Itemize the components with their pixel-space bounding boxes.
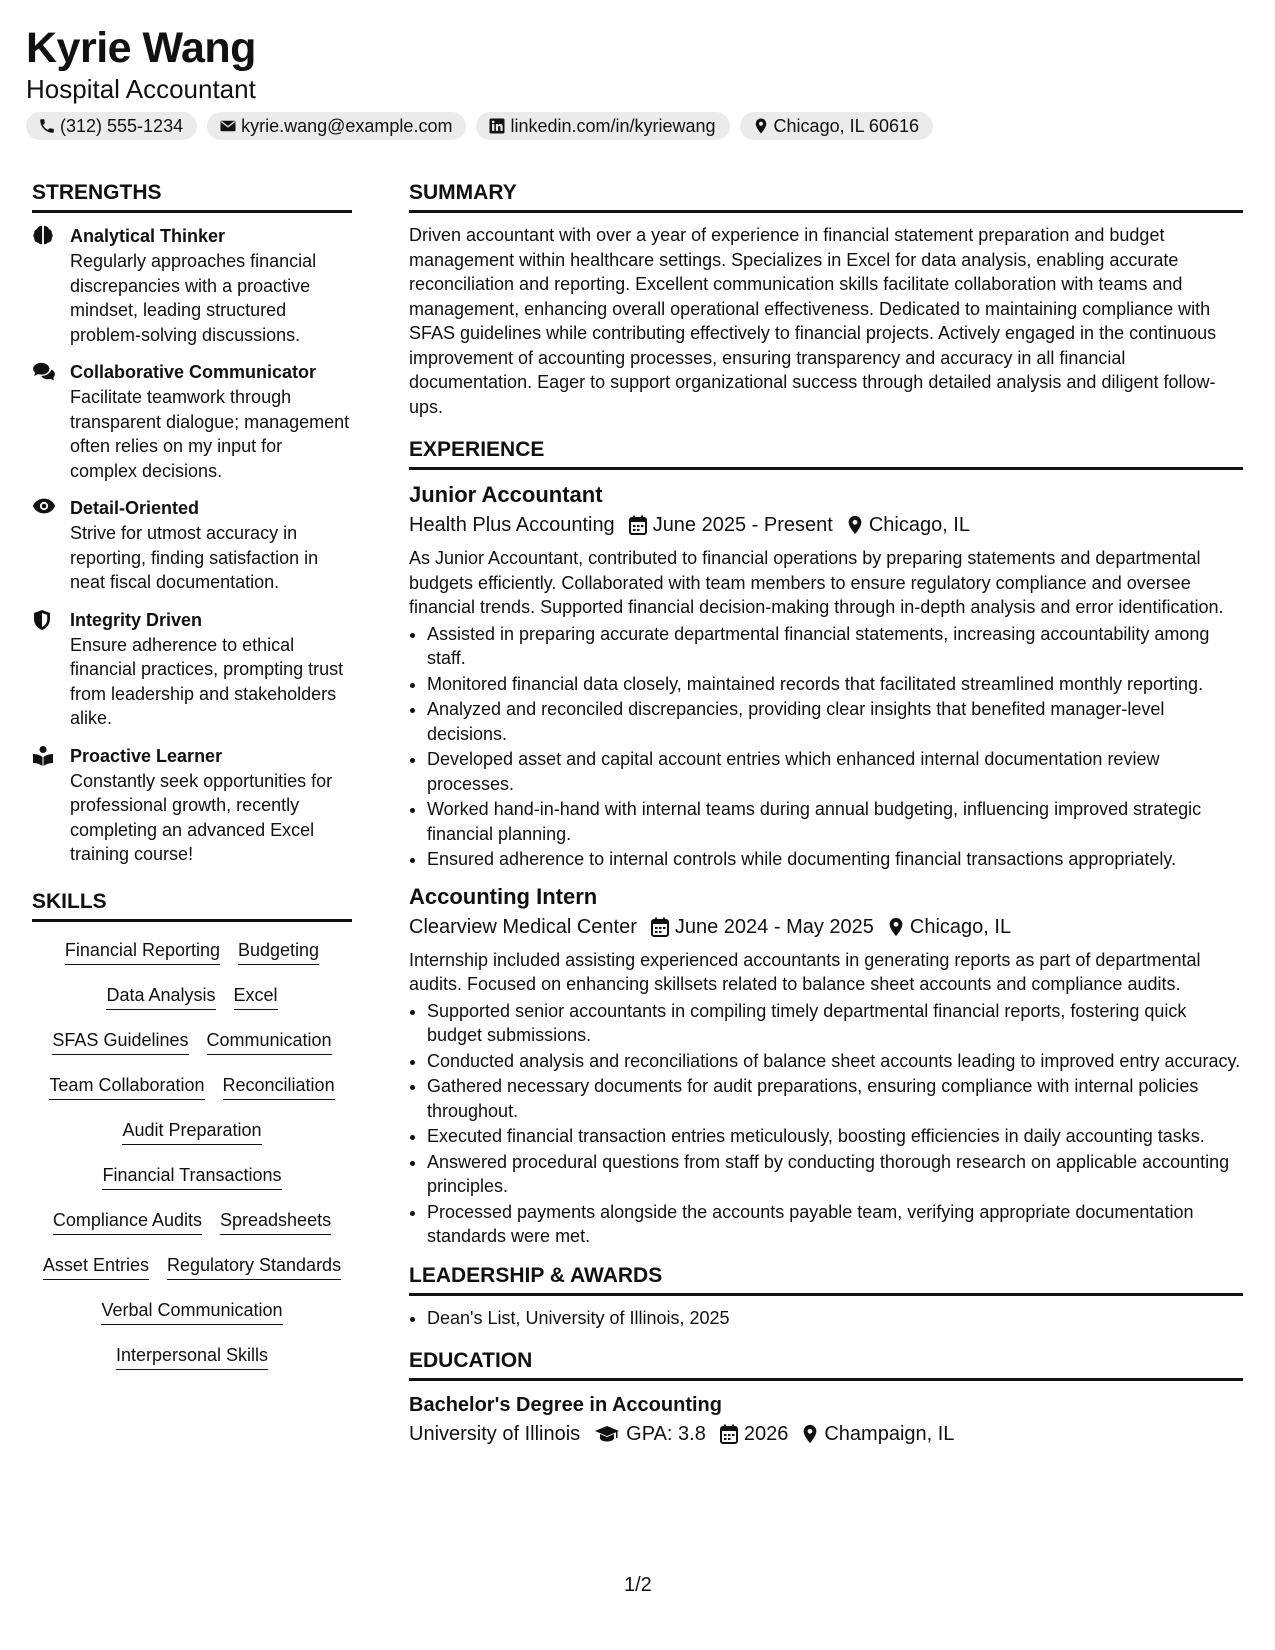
shield-icon xyxy=(32,609,52,631)
list-item: • Monitored financial data closely, maintained records that facilitated streamlined monthly reporting. xyxy=(427,672,1243,697)
job-meta xyxy=(409,510,1243,540)
job-dates: June 2024 - May 2025 xyxy=(674,915,874,938)
map-pin-icon xyxy=(802,1424,818,1444)
contact-bar xyxy=(26,112,1246,140)
strength-description: Constantly seek opportunities for professional growth, recently completing an advanced Excel training course! xyxy=(70,770,333,864)
phone-icon xyxy=(38,117,56,135)
strength-description: Facilitate teamwork through transparent dialogue; management often relies on my input for complex decisions. xyxy=(70,387,350,481)
strengths-heading: STRENGTHS xyxy=(32,176,352,213)
strength-item xyxy=(32,223,352,347)
list-item: • Conducted analysis and reconciliations of balance sheet accounts leading to improved entry accuracy. xyxy=(427,1049,1243,1074)
gpa: GPA: 3.8 xyxy=(626,1423,706,1445)
skill-tag: Spreadsheets xyxy=(220,1208,331,1235)
summary-heading: SUMMARY xyxy=(409,176,1243,213)
job-entry xyxy=(409,882,1243,1249)
envelope-icon xyxy=(219,117,237,135)
strength-description: Regularly approaches financial discrepancies with a proactive mindset, leading structured problem-solving discussions. xyxy=(70,251,317,345)
list-item: • Dean's List, University of Illinois, 2025 xyxy=(427,1306,1243,1331)
contact-linkedin-text: linkedin.com/in/kyriewang xyxy=(510,115,716,136)
strength-description: Ensure adherence to ethical financial practices, prompting trust from leadership and stakeholders alike. xyxy=(70,634,344,728)
skill-tag: Regulatory Standards xyxy=(167,1253,341,1280)
contact-email-text: kyrie.wang@example.com xyxy=(241,115,453,136)
contact-location[interactable] xyxy=(740,112,933,140)
job-dates: June 2025 - Present xyxy=(652,514,833,536)
candidate-name: Kyrie Wang xyxy=(26,24,256,72)
job-meta xyxy=(409,912,1243,942)
list-item: • Answered procedural questions from staff by conducting thorough research on applicable accounting principles. xyxy=(427,1150,1243,1199)
skill-tag: Budgeting xyxy=(238,938,319,965)
skill-tag: Communication xyxy=(207,1028,332,1055)
eye-icon xyxy=(32,497,56,515)
strength-name: Proactive Learner xyxy=(70,745,223,766)
calendar-icon xyxy=(651,917,669,937)
strength-item xyxy=(32,495,352,595)
education-meta xyxy=(409,1419,1243,1449)
strength-name: Detail-Oriented xyxy=(70,498,200,518)
contact-linkedin[interactable] xyxy=(476,112,729,140)
graduation-cap-icon xyxy=(594,1424,620,1444)
graduation-year: 2026 xyxy=(743,1423,789,1445)
skill-tag: Financial Transactions xyxy=(102,1163,281,1190)
leadership-heading: LEADERSHIP & AWARDS xyxy=(409,1259,1243,1296)
skill-tag: Team Collaboration xyxy=(49,1073,204,1100)
job-description: Internship included assisting experienced accountants in generating reports as part of departmental audits. Focused on enhancing skillsets related to balance sheet accounts and compliance audits. xyxy=(409,949,1201,994)
list-item: • Developed asset and capital account entries which enhanced internal documentation review processes. xyxy=(427,747,1243,796)
reader-icon xyxy=(32,745,54,767)
leadership-list xyxy=(409,1306,1243,1331)
calendar-icon xyxy=(629,515,647,535)
comments-icon xyxy=(32,361,56,381)
strength-item xyxy=(32,359,352,483)
strength-item xyxy=(32,607,352,731)
skill-tag: Verbal Communication xyxy=(101,1298,282,1325)
skill-tag: Audit Preparation xyxy=(122,1118,261,1145)
right-column xyxy=(409,176,1243,1455)
brain-icon xyxy=(32,225,54,245)
job-title: Accounting Intern xyxy=(409,883,598,909)
skill-tag: Reconciliation xyxy=(223,1073,335,1100)
skill-tag: Interpersonal Skills xyxy=(116,1343,268,1370)
strength-name: Integrity Driven xyxy=(70,609,203,630)
map-pin-icon xyxy=(847,515,863,535)
list-item: • Ensured adherence to internal controls while documenting financial transactions appropriately. xyxy=(427,847,1243,872)
experience-heading: EXPERIENCE xyxy=(409,433,1243,470)
page-number: 1/2 xyxy=(624,1574,652,1596)
calendar-icon xyxy=(720,1424,738,1444)
map-pin-icon xyxy=(752,117,770,135)
list-item: • Analyzed and reconciled discrepancies, providing clear insights that benefited manager-level decisions. xyxy=(427,697,1243,746)
strength-item xyxy=(32,743,352,867)
job-location: Chicago, IL xyxy=(868,514,970,536)
school-name: University of Illinois xyxy=(409,1423,581,1445)
education-heading: EDUCATION xyxy=(409,1344,1243,1381)
skill-tag: Financial Reporting xyxy=(65,938,220,965)
resume-header xyxy=(26,22,1246,140)
degree-title: Bachelor's Degree in Accounting xyxy=(409,1394,722,1416)
job-location: Chicago, IL xyxy=(909,915,1012,938)
education-location: Champaign, IL xyxy=(824,1423,955,1445)
job-bullets xyxy=(409,999,1243,1249)
contact-location-text: Chicago, IL 60616 xyxy=(773,115,919,136)
strength-description: Strive for utmost accuracy in reporting, finding satisfaction in neat fiscal documentation. xyxy=(70,523,319,592)
left-column xyxy=(32,176,352,1370)
list-item: • Executed financial transaction entries meticulously, boosting efficiencies in daily accounting tasks. xyxy=(427,1124,1243,1149)
job-entry xyxy=(409,480,1243,872)
skill-tag: SFAS Guidelines xyxy=(52,1028,188,1055)
company-name: Clearview Medical Center xyxy=(409,915,637,938)
job-description: As Junior Accountant, contributed to financial operations by preparing statements and departmental budgets efficiently. Collaborated with team members to ensure regulatory compliance and oversee financial trends. Supported financial decision-making through in-depth analysis and error identification. xyxy=(409,548,1224,617)
strength-name: Collaborative Communicator xyxy=(70,362,317,382)
job-title: Junior Accountant xyxy=(409,482,603,507)
skill-tag: Excel xyxy=(234,983,278,1010)
skills-list xyxy=(32,932,352,1370)
list-item: • Supported senior accountants in compiling timely departmental financial reports, fostering quick budget submissions. xyxy=(427,999,1243,1048)
job-title: Hospital Accountant xyxy=(26,74,256,104)
list-item: • Assisted in preparing accurate departmental financial statements, increasing accountability among staff. xyxy=(427,622,1243,671)
skill-tag: Asset Entries xyxy=(43,1253,149,1280)
list-item: • Worked hand-in-hand with internal teams during annual budgeting, influencing improved strategic financial planning. xyxy=(427,797,1243,846)
contact-phone-text: (312) 555-1234 xyxy=(60,115,184,136)
map-pin-icon xyxy=(888,917,904,937)
linkedin-icon xyxy=(488,117,506,135)
contact-email[interactable] xyxy=(207,112,466,140)
company-name: Health Plus Accounting xyxy=(409,514,615,536)
skill-tag: Data Analysis xyxy=(106,983,215,1010)
list-item: • Processed payments alongside the accounts payable team, verifying appropriate documentation standards were met. xyxy=(427,1200,1243,1249)
skills-heading: SKILLS xyxy=(32,885,352,922)
strength-name: Analytical Thinker xyxy=(70,226,226,246)
skill-tag: Compliance Audits xyxy=(53,1208,202,1235)
contact-phone[interactable] xyxy=(26,112,197,140)
job-bullets xyxy=(409,622,1243,872)
summary-text: Driven accountant with over a year of experience in financial statement preparation and budget management within healthcare settings. Specializes in Excel for data analysis, enabling accurate reconciliation and reporting. Excellent communication skills facilitate collaboration with teams and management, enhancing overall operational effectiveness. Dedicated to maintaining compliance with SFAS guidelines while contributing effectively to financial projects. Actively engaged in the continuous improvement of accounting processes, ensuring transparency and accuracy in all financial documentation. Eager to support organizational success through detailed analysis and diligent follow-ups. xyxy=(409,225,1217,417)
list-item: • Gathered necessary documents for audit preparations, ensuring compliance with internal policies throughout. xyxy=(427,1074,1243,1123)
